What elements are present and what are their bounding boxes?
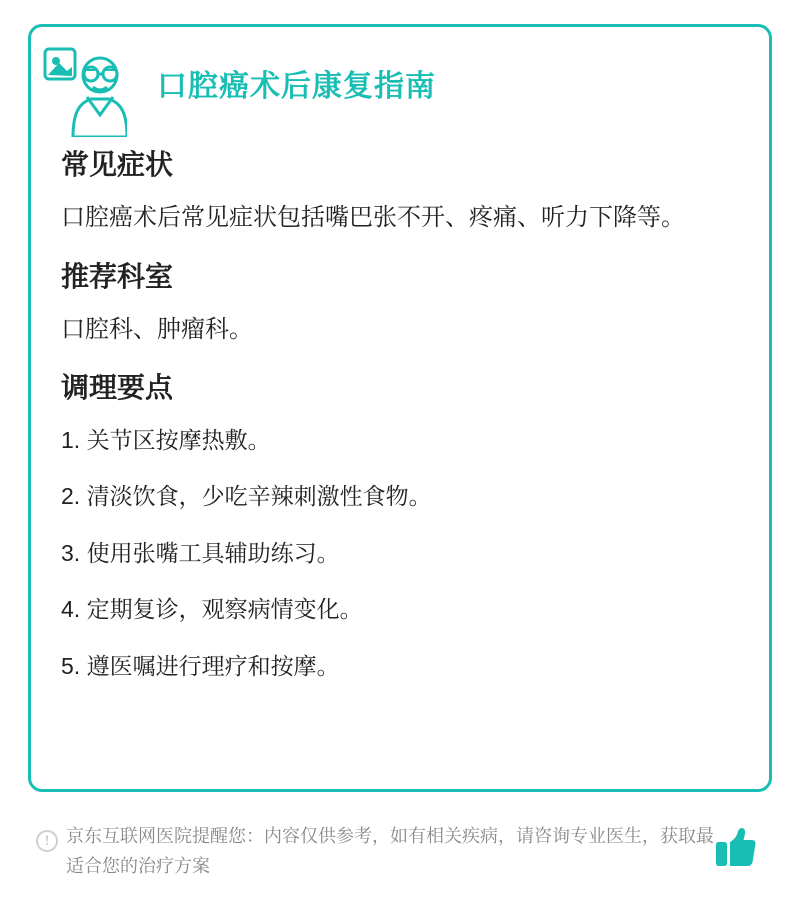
section-text-department: 口腔科、肿瘤科。 [61,315,253,343]
list-item: 2. 清淡饮食，少吃辛辣刺激性食物。 [61,483,432,510]
guide-card [28,24,772,792]
list-item: 1. 关节区按摩热敷。 [61,426,271,453]
section-heading-tips: 调理要点 [61,372,174,404]
thumbs-up-icon[interactable] [716,826,756,868]
footer-text: 京东互联网医院提醒您：内容仅供参考，如有相关疾病，请咨询专业医生，获取最适合您的治疗方案 [66,826,714,876]
list-item: 4. 定期复诊，观察病情变化。 [61,596,363,623]
page-title: 口腔癌术后康复指南 [157,70,436,103]
section-heading-symptoms: 常见症状 [61,149,174,180]
info-icon: ! [36,830,58,852]
card-content [61,139,743,705]
doctor-avatar-icon [43,41,127,137]
tips-list [61,423,743,684]
section-heading-department: 推荐科室 [61,260,174,292]
list-item: 5. 遵医嘱进行理疗和按摩。 [61,652,340,679]
footer-disclaimer [28,812,772,882]
list-item: 3. 使用张嘴工具辅助练习。 [61,539,340,566]
section-text-symptoms: 口腔癌术后常见症状包括嘴巴张不开、疼痛、听力下降等。 [61,204,685,232]
